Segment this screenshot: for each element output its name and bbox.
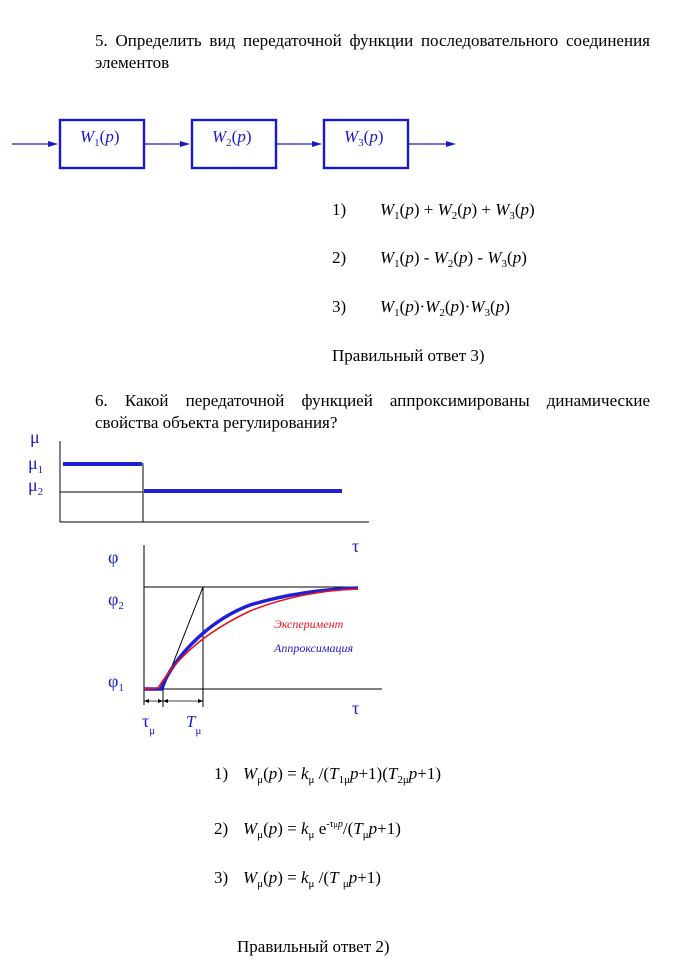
q5-option-2: 2) $W_1(p) - W_2(p) - W_3(p)$ [332,248,527,270]
tau-axis-label-1: τ [352,536,360,556]
question-6-text: 6. Какой передаточной функцией аппроксимированы динамические свойства объекта регулирования? [95,391,650,432]
q5-option-3: 3) $W_1(p)\cdot W_2(p)\cdot W_3(p)$ [332,297,510,319]
q5-answer: Правильный ответ 3) [332,346,485,365]
phi2-label: $\varphi_2$ [108,589,124,612]
question-5-text: 5. Определить вид передаточной функции последовательного соединения элементов [95,31,650,72]
q5-option-1: 1) $W_1(p) + W_2(p) + W_3(p)$ [332,200,535,222]
block-w1-label: $W_1(p)$ [80,127,120,149]
tau-mu-label: $\tau_\mu$ [142,711,156,737]
approximation-curve [144,588,358,689]
block-w3-label: $W_3(p)$ [344,127,384,149]
phi1-label: $\varphi_1$ [108,671,124,694]
mu2-label: $\mu_2$ [28,475,44,498]
mu-axis-label: μ [30,427,40,447]
legend-experiment: Эксперимент [274,617,344,631]
q6-option-2: 2) $W_\mu(p) = k_\mu$ $e^{-\tau\mu p}/(T_\mu p+1)$ [214,819,401,841]
block-w2-label: $W_2(p)$ [212,127,252,149]
tau-labels [348,534,368,724]
legend-approximation: Аппроксимация [274,641,354,655]
t-mu-label: $T_\mu$ [186,712,202,737]
block-diagram [0,110,470,180]
q6-option-3: 3) $W_\mu(p) = k_\mu$ /(T $_\mu$p+1) [214,868,381,890]
tau-axis-label-2: τ [352,698,360,718]
q6-answer: Правильный ответ 2) [237,937,390,956]
phi-axis-label: φ [108,547,119,567]
q6-option-1: 1) $W_\mu(p) = k_\mu$ $/(T_{1\mu}p+1)(T_{2\mu}p+1)$ [214,764,442,786]
input-step-graph [20,425,380,530]
mu1-label: $\mu_1$ [28,453,44,476]
